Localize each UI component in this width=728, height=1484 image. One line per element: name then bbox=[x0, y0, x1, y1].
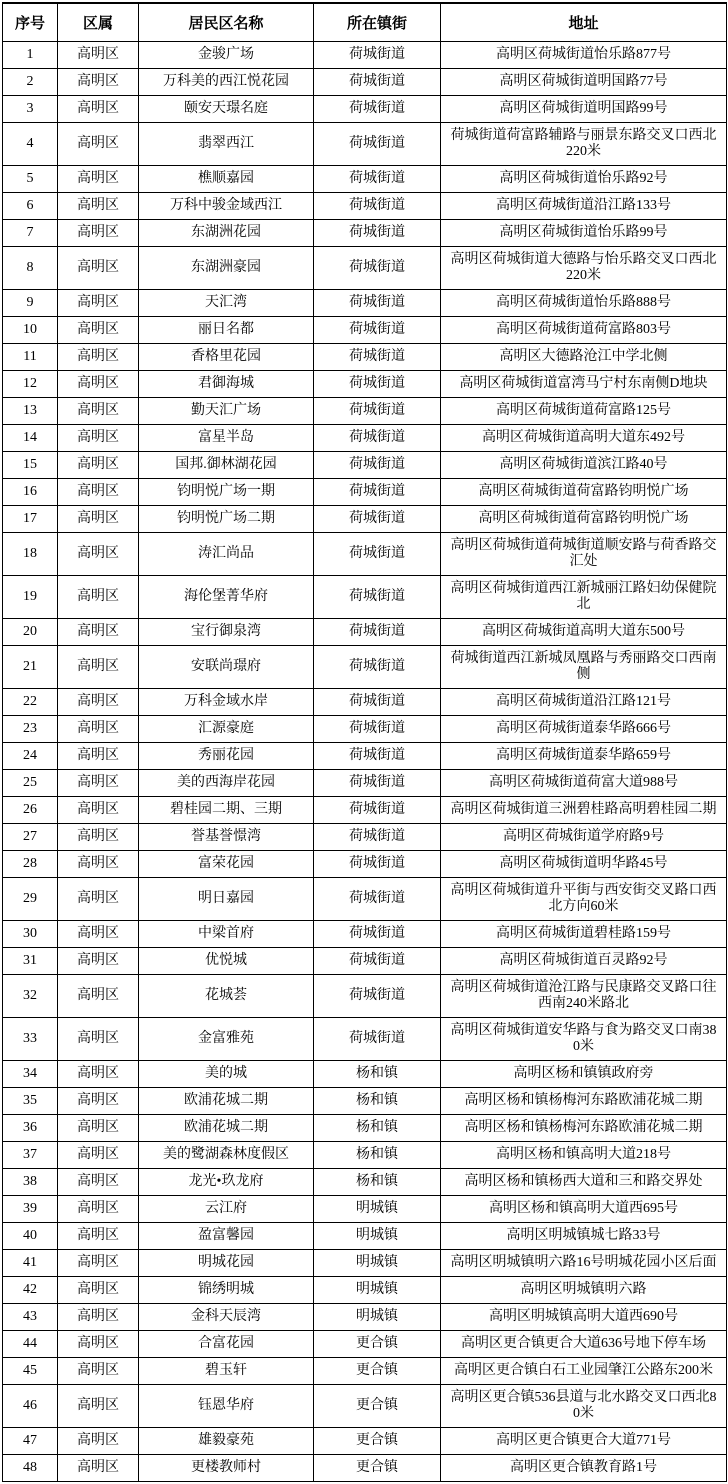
table-row bbox=[3, 506, 727, 533]
cell-address: 高明区荷城街道明华路45号 bbox=[441, 851, 727, 878]
cell-address: 高明区杨和镇杨梅河东路欧浦花城二期 bbox=[441, 1088, 727, 1115]
cell-district: 高明区 bbox=[58, 576, 139, 619]
cell-town-street: 杨和镇 bbox=[314, 1088, 441, 1115]
cell-serial-number: 14 bbox=[3, 425, 58, 452]
cell-residential-name: 富荣花园 bbox=[139, 851, 314, 878]
cell-town-street: 更合镇 bbox=[314, 1428, 441, 1455]
cell-district: 高明区 bbox=[58, 123, 139, 166]
cell-serial-number: 24 bbox=[3, 743, 58, 770]
cell-address: 高明区明城镇明六路 bbox=[441, 1277, 727, 1304]
cell-town-street: 荷城街道 bbox=[314, 921, 441, 948]
cell-town-street: 荷城街道 bbox=[314, 619, 441, 646]
cell-town-street: 荷城街道 bbox=[314, 344, 441, 371]
table-row bbox=[3, 716, 727, 743]
cell-serial-number: 46 bbox=[3, 1385, 58, 1428]
cell-district: 高明区 bbox=[58, 1358, 139, 1385]
table-row bbox=[3, 96, 727, 123]
cell-town-street: 荷城街道 bbox=[314, 247, 441, 290]
cell-town-street: 荷城街道 bbox=[314, 96, 441, 123]
table-row bbox=[3, 797, 727, 824]
cell-district: 高明区 bbox=[58, 948, 139, 975]
cell-residential-name: 雄毅豪苑 bbox=[139, 1428, 314, 1455]
cell-serial-number: 10 bbox=[3, 317, 58, 344]
cell-town-street: 荷城街道 bbox=[314, 317, 441, 344]
cell-address: 高明区荷城街道荷富路125号 bbox=[441, 398, 727, 425]
cell-address: 高明区荷城街道泰华路659号 bbox=[441, 743, 727, 770]
table-row bbox=[3, 1428, 727, 1455]
cell-town-street: 荷城街道 bbox=[314, 425, 441, 452]
cell-town-street: 荷城街道 bbox=[314, 166, 441, 193]
cell-serial-number: 43 bbox=[3, 1304, 58, 1331]
cell-address: 高明区荷城街道荷城街道顺安路与荷香路交汇处 bbox=[441, 533, 727, 576]
cell-address: 高明区荷城街道富湾马宁村东南侧D地块 bbox=[441, 371, 727, 398]
cell-residential-name: 欧浦花城二期 bbox=[139, 1088, 314, 1115]
cell-serial-number: 38 bbox=[3, 1169, 58, 1196]
cell-town-street: 更合镇 bbox=[314, 1455, 441, 1482]
residential-area-table bbox=[2, 2, 727, 1482]
cell-address: 高明区荷城街道怡乐路99号 bbox=[441, 220, 727, 247]
cell-residential-name: 翡翠西江 bbox=[139, 123, 314, 166]
cell-serial-number: 29 bbox=[3, 878, 58, 921]
cell-district: 高明区 bbox=[58, 220, 139, 247]
cell-serial-number: 7 bbox=[3, 220, 58, 247]
cell-serial-number: 48 bbox=[3, 1455, 58, 1482]
cell-district: 高明区 bbox=[58, 69, 139, 96]
cell-serial-number: 13 bbox=[3, 398, 58, 425]
cell-town-street: 荷城街道 bbox=[314, 479, 441, 506]
cell-serial-number: 40 bbox=[3, 1223, 58, 1250]
cell-district: 高明区 bbox=[58, 1250, 139, 1277]
cell-town-street: 杨和镇 bbox=[314, 1061, 441, 1088]
table-row bbox=[3, 452, 727, 479]
cell-residential-name: 明日嘉园 bbox=[139, 878, 314, 921]
table-body bbox=[3, 42, 727, 1482]
cell-district: 高明区 bbox=[58, 1428, 139, 1455]
cell-address: 高明区更合镇教育路1号 bbox=[441, 1455, 727, 1482]
cell-town-street: 荷城街道 bbox=[314, 1018, 441, 1061]
cell-residential-name: 樵顺嘉园 bbox=[139, 166, 314, 193]
cell-residential-name: 香格里花园 bbox=[139, 344, 314, 371]
cell-serial-number: 5 bbox=[3, 166, 58, 193]
cell-district: 高明区 bbox=[58, 1169, 139, 1196]
table-row bbox=[3, 398, 727, 425]
cell-serial-number: 4 bbox=[3, 123, 58, 166]
table-row bbox=[3, 1358, 727, 1385]
cell-residential-name: 涛汇尚品 bbox=[139, 533, 314, 576]
cell-residential-name: 君御海城 bbox=[139, 371, 314, 398]
table-row bbox=[3, 1061, 727, 1088]
cell-serial-number: 21 bbox=[3, 646, 58, 689]
cell-serial-number: 39 bbox=[3, 1196, 58, 1223]
cell-town-street: 荷城街道 bbox=[314, 770, 441, 797]
table-row bbox=[3, 290, 727, 317]
cell-district: 高明区 bbox=[58, 921, 139, 948]
cell-residential-name: 安联尚璟府 bbox=[139, 646, 314, 689]
cell-district: 高明区 bbox=[58, 371, 139, 398]
cell-town-street: 荷城街道 bbox=[314, 975, 441, 1018]
cell-town-street: 更合镇 bbox=[314, 1385, 441, 1428]
cell-address: 高明区荷城街道泰华路666号 bbox=[441, 716, 727, 743]
cell-residential-name: 明城花园 bbox=[139, 1250, 314, 1277]
header-name: 居民区名称 bbox=[139, 3, 314, 42]
header-address: 地址 bbox=[441, 3, 727, 42]
cell-district: 高明区 bbox=[58, 1455, 139, 1482]
cell-district: 高明区 bbox=[58, 1304, 139, 1331]
cell-residential-name: 金富雅苑 bbox=[139, 1018, 314, 1061]
cell-address: 高明区杨和镇高明大道西695号 bbox=[441, 1196, 727, 1223]
cell-address: 荷城街道荷富路辅路与丽景东路交叉口西北220米 bbox=[441, 123, 727, 166]
table-row bbox=[3, 824, 727, 851]
cell-address: 高明区更合镇更合大道771号 bbox=[441, 1428, 727, 1455]
table-row bbox=[3, 1169, 727, 1196]
cell-residential-name: 东湖洲花园 bbox=[139, 220, 314, 247]
cell-town-street: 荷城街道 bbox=[314, 646, 441, 689]
cell-district: 高明区 bbox=[58, 716, 139, 743]
cell-residential-name: 优悦城 bbox=[139, 948, 314, 975]
cell-town-street: 明城镇 bbox=[314, 1223, 441, 1250]
cell-residential-name: 宝行御泉湾 bbox=[139, 619, 314, 646]
cell-address: 高明区荷城街道学府路9号 bbox=[441, 824, 727, 851]
cell-town-street: 荷城街道 bbox=[314, 371, 441, 398]
table-row bbox=[3, 948, 727, 975]
cell-town-street: 荷城街道 bbox=[314, 193, 441, 220]
cell-serial-number: 19 bbox=[3, 576, 58, 619]
cell-serial-number: 12 bbox=[3, 371, 58, 398]
cell-address: 高明区荷城街道沧江路与民康路交叉路口往西南240米路北 bbox=[441, 975, 727, 1018]
cell-district: 高明区 bbox=[58, 398, 139, 425]
table-row bbox=[3, 1277, 727, 1304]
cell-town-street: 荷城街道 bbox=[314, 42, 441, 69]
cell-town-street: 杨和镇 bbox=[314, 1115, 441, 1142]
cell-residential-name: 颐安天璟名庭 bbox=[139, 96, 314, 123]
cell-residential-name: 万科中骏金域西江 bbox=[139, 193, 314, 220]
cell-serial-number: 34 bbox=[3, 1061, 58, 1088]
cell-residential-name: 钧明悦广场二期 bbox=[139, 506, 314, 533]
cell-address: 高明区荷城街道百灵路92号 bbox=[441, 948, 727, 975]
cell-district: 高明区 bbox=[58, 96, 139, 123]
table-row bbox=[3, 619, 727, 646]
cell-residential-name: 美的鹭湖森林度假区 bbox=[139, 1142, 314, 1169]
cell-district: 高明区 bbox=[58, 1088, 139, 1115]
cell-district: 高明区 bbox=[58, 689, 139, 716]
cell-serial-number: 42 bbox=[3, 1277, 58, 1304]
cell-serial-number: 9 bbox=[3, 290, 58, 317]
cell-district: 高明区 bbox=[58, 1385, 139, 1428]
cell-address: 荷城街道西江新城凤凰路与秀丽路交口西南侧 bbox=[441, 646, 727, 689]
cell-serial-number: 16 bbox=[3, 479, 58, 506]
cell-address: 高明区明城镇高明大道西690号 bbox=[441, 1304, 727, 1331]
table-row bbox=[3, 371, 727, 398]
cell-town-street: 荷城街道 bbox=[314, 851, 441, 878]
cell-serial-number: 22 bbox=[3, 689, 58, 716]
header-town: 所在镇街 bbox=[314, 3, 441, 42]
cell-town-street: 明城镇 bbox=[314, 1304, 441, 1331]
table-row bbox=[3, 220, 727, 247]
table-row bbox=[3, 123, 727, 166]
table-row bbox=[3, 1304, 727, 1331]
cell-residential-name: 万科美的西江悦花园 bbox=[139, 69, 314, 96]
table-row bbox=[3, 646, 727, 689]
table-row bbox=[3, 1331, 727, 1358]
table-row bbox=[3, 317, 727, 344]
table-row bbox=[3, 878, 727, 921]
table-row bbox=[3, 193, 727, 220]
cell-address: 高明区杨和镇杨西大道和三和路交界处 bbox=[441, 1169, 727, 1196]
cell-town-street: 更合镇 bbox=[314, 1331, 441, 1358]
table-row bbox=[3, 1115, 727, 1142]
cell-address: 高明区大德路沧江中学北侧 bbox=[441, 344, 727, 371]
cell-address: 高明区荷城街道怡乐路92号 bbox=[441, 166, 727, 193]
cell-district: 高明区 bbox=[58, 452, 139, 479]
cell-district: 高明区 bbox=[58, 344, 139, 371]
cell-residential-name: 汇源豪庭 bbox=[139, 716, 314, 743]
cell-district: 高明区 bbox=[58, 770, 139, 797]
cell-address: 高明区荷城街道滨江路40号 bbox=[441, 452, 727, 479]
cell-district: 高明区 bbox=[58, 743, 139, 770]
cell-address: 高明区荷城街道三洲碧桂路高明碧桂园二期 bbox=[441, 797, 727, 824]
cell-district: 高明区 bbox=[58, 824, 139, 851]
cell-town-street: 更合镇 bbox=[314, 1358, 441, 1385]
cell-address: 高明区荷城街道高明大道东492号 bbox=[441, 425, 727, 452]
cell-town-street: 荷城街道 bbox=[314, 69, 441, 96]
cell-residential-name: 金骏广场 bbox=[139, 42, 314, 69]
cell-residential-name: 碧玉轩 bbox=[139, 1358, 314, 1385]
cell-district: 高明区 bbox=[58, 193, 139, 220]
table-row bbox=[3, 479, 727, 506]
cell-serial-number: 8 bbox=[3, 247, 58, 290]
cell-residential-name: 龙光•玖龙府 bbox=[139, 1169, 314, 1196]
cell-serial-number: 18 bbox=[3, 533, 58, 576]
cell-district: 高明区 bbox=[58, 1196, 139, 1223]
cell-residential-name: 秀丽花园 bbox=[139, 743, 314, 770]
cell-district: 高明区 bbox=[58, 1223, 139, 1250]
cell-serial-number: 15 bbox=[3, 452, 58, 479]
table-row bbox=[3, 851, 727, 878]
cell-town-street: 荷城街道 bbox=[314, 743, 441, 770]
cell-residential-name: 誉基誉憬湾 bbox=[139, 824, 314, 851]
cell-district: 高明区 bbox=[58, 646, 139, 689]
table-row bbox=[3, 42, 727, 69]
cell-district: 高明区 bbox=[58, 851, 139, 878]
cell-address: 高明区荷城街道荷富路钧明悦广场 bbox=[441, 479, 727, 506]
cell-address: 高明区荷城街道碧桂路159号 bbox=[441, 921, 727, 948]
cell-district: 高明区 bbox=[58, 506, 139, 533]
cell-town-street: 杨和镇 bbox=[314, 1142, 441, 1169]
header-no: 序号 bbox=[3, 3, 58, 42]
cell-serial-number: 27 bbox=[3, 824, 58, 851]
cell-address: 高明区荷城街道明国路77号 bbox=[441, 69, 727, 96]
cell-district: 高明区 bbox=[58, 247, 139, 290]
table-row bbox=[3, 743, 727, 770]
table-row bbox=[3, 533, 727, 576]
cell-town-street: 荷城街道 bbox=[314, 824, 441, 851]
cell-address: 高明区荷城街道沿江路121号 bbox=[441, 689, 727, 716]
cell-residential-name: 丽日名都 bbox=[139, 317, 314, 344]
cell-residential-name: 中梁首府 bbox=[139, 921, 314, 948]
cell-residential-name: 国邦.御林湖花园 bbox=[139, 452, 314, 479]
cell-town-street: 荷城街道 bbox=[314, 220, 441, 247]
cell-town-street: 荷城街道 bbox=[314, 948, 441, 975]
table-row bbox=[3, 1250, 727, 1277]
cell-town-street: 荷城街道 bbox=[314, 290, 441, 317]
cell-serial-number: 6 bbox=[3, 193, 58, 220]
cell-address: 高明区杨和镇镇政府旁 bbox=[441, 1061, 727, 1088]
cell-district: 高明区 bbox=[58, 317, 139, 344]
table-row bbox=[3, 1385, 727, 1428]
cell-town-street: 荷城街道 bbox=[314, 797, 441, 824]
cell-address: 高明区荷城街道怡乐路888号 bbox=[441, 290, 727, 317]
cell-town-street: 荷城街道 bbox=[314, 123, 441, 166]
cell-address: 高明区荷城街道西江新城丽江路妇幼保健院北 bbox=[441, 576, 727, 619]
cell-residential-name: 花城荟 bbox=[139, 975, 314, 1018]
table-row bbox=[3, 166, 727, 193]
cell-address: 高明区荷城街道沿江路133号 bbox=[441, 193, 727, 220]
cell-serial-number: 36 bbox=[3, 1115, 58, 1142]
cell-district: 高明区 bbox=[58, 1115, 139, 1142]
cell-town-street: 荷城街道 bbox=[314, 878, 441, 921]
cell-district: 高明区 bbox=[58, 290, 139, 317]
cell-residential-name: 东湖洲豪园 bbox=[139, 247, 314, 290]
cell-residential-name: 锦绣明城 bbox=[139, 1277, 314, 1304]
table-row bbox=[3, 1196, 727, 1223]
cell-town-street: 荷城街道 bbox=[314, 506, 441, 533]
cell-district: 高明区 bbox=[58, 42, 139, 69]
cell-address: 高明区杨和镇杨梅河东路欧浦花城二期 bbox=[441, 1115, 727, 1142]
cell-serial-number: 17 bbox=[3, 506, 58, 533]
cell-serial-number: 11 bbox=[3, 344, 58, 371]
cell-serial-number: 32 bbox=[3, 975, 58, 1018]
cell-serial-number: 41 bbox=[3, 1250, 58, 1277]
cell-serial-number: 37 bbox=[3, 1142, 58, 1169]
cell-town-street: 荷城街道 bbox=[314, 452, 441, 479]
cell-district: 高明区 bbox=[58, 619, 139, 646]
cell-serial-number: 23 bbox=[3, 716, 58, 743]
cell-address: 高明区荷城街道怡乐路877号 bbox=[441, 42, 727, 69]
cell-serial-number: 2 bbox=[3, 69, 58, 96]
cell-district: 高明区 bbox=[58, 425, 139, 452]
cell-serial-number: 28 bbox=[3, 851, 58, 878]
cell-residential-name: 勤天汇广场 bbox=[139, 398, 314, 425]
cell-address: 高明区荷城街道安华路与食为路交叉口南380米 bbox=[441, 1018, 727, 1061]
cell-address: 高明区明城镇明六路16号明城花园小区后面 bbox=[441, 1250, 727, 1277]
cell-town-street: 荷城街道 bbox=[314, 398, 441, 425]
cell-address: 高明区荷城街道明国路99号 bbox=[441, 96, 727, 123]
table-row bbox=[3, 576, 727, 619]
cell-residential-name: 美的城 bbox=[139, 1061, 314, 1088]
table-row bbox=[3, 1142, 727, 1169]
cell-address: 高明区明城镇城七路33号 bbox=[441, 1223, 727, 1250]
cell-address: 高明区荷城街道大德路与怡乐路交叉口西北220米 bbox=[441, 247, 727, 290]
cell-address: 高明区荷城街道荷富大道988号 bbox=[441, 770, 727, 797]
cell-district: 高明区 bbox=[58, 797, 139, 824]
cell-serial-number: 35 bbox=[3, 1088, 58, 1115]
table-row bbox=[3, 1018, 727, 1061]
cell-serial-number: 47 bbox=[3, 1428, 58, 1455]
cell-town-street: 杨和镇 bbox=[314, 1169, 441, 1196]
cell-district: 高明区 bbox=[58, 479, 139, 506]
cell-serial-number: 44 bbox=[3, 1331, 58, 1358]
cell-address: 高明区更合镇更合大道636号地下停车场 bbox=[441, 1331, 727, 1358]
cell-residential-name: 万科金域水岸 bbox=[139, 689, 314, 716]
cell-address: 高明区更合镇536县道与北水路交叉口西北80米 bbox=[441, 1385, 727, 1428]
cell-residential-name: 盈富馨园 bbox=[139, 1223, 314, 1250]
table-row bbox=[3, 425, 727, 452]
cell-address: 高明区更合镇白石工业园肇江公路东200米 bbox=[441, 1358, 727, 1385]
cell-district: 高明区 bbox=[58, 1331, 139, 1358]
table-row bbox=[3, 689, 727, 716]
cell-town-street: 明城镇 bbox=[314, 1250, 441, 1277]
cell-serial-number: 25 bbox=[3, 770, 58, 797]
cell-town-street: 明城镇 bbox=[314, 1277, 441, 1304]
cell-serial-number: 33 bbox=[3, 1018, 58, 1061]
cell-residential-name: 钰恩华府 bbox=[139, 1385, 314, 1428]
cell-residential-name: 更楼教师村 bbox=[139, 1455, 314, 1482]
cell-residential-name: 云江府 bbox=[139, 1196, 314, 1223]
table-row bbox=[3, 69, 727, 96]
cell-residential-name: 美的西海岸花园 bbox=[139, 770, 314, 797]
cell-address: 高明区荷城街道荷富路钧明悦广场 bbox=[441, 506, 727, 533]
header-district: 区属 bbox=[58, 3, 139, 42]
cell-district: 高明区 bbox=[58, 878, 139, 921]
cell-serial-number: 3 bbox=[3, 96, 58, 123]
cell-serial-number: 26 bbox=[3, 797, 58, 824]
cell-town-street: 荷城街道 bbox=[314, 533, 441, 576]
cell-serial-number: 1 bbox=[3, 42, 58, 69]
cell-town-street: 荷城街道 bbox=[314, 716, 441, 743]
cell-residential-name: 天汇湾 bbox=[139, 290, 314, 317]
cell-residential-name: 钧明悦广场一期 bbox=[139, 479, 314, 506]
cell-serial-number: 45 bbox=[3, 1358, 58, 1385]
cell-residential-name: 合富花园 bbox=[139, 1331, 314, 1358]
cell-address: 高明区荷城街道荷富路803号 bbox=[441, 317, 727, 344]
cell-residential-name: 富星半岛 bbox=[139, 425, 314, 452]
cell-serial-number: 31 bbox=[3, 948, 58, 975]
cell-residential-name: 金科天辰湾 bbox=[139, 1304, 314, 1331]
table-row bbox=[3, 1088, 727, 1115]
cell-district: 高明区 bbox=[58, 1142, 139, 1169]
table-row bbox=[3, 975, 727, 1018]
cell-town-street: 荷城街道 bbox=[314, 689, 441, 716]
cell-residential-name: 碧桂园二期、三期 bbox=[139, 797, 314, 824]
cell-serial-number: 20 bbox=[3, 619, 58, 646]
header-row bbox=[3, 3, 727, 42]
cell-residential-name: 欧浦花城二期 bbox=[139, 1115, 314, 1142]
cell-town-street: 荷城街道 bbox=[314, 576, 441, 619]
cell-district: 高明区 bbox=[58, 166, 139, 193]
cell-district: 高明区 bbox=[58, 1061, 139, 1088]
cell-district: 高明区 bbox=[58, 533, 139, 576]
cell-address: 高明区杨和镇高明大道218号 bbox=[441, 1142, 727, 1169]
table-row bbox=[3, 1223, 727, 1250]
table-row bbox=[3, 1455, 727, 1482]
table-row bbox=[3, 344, 727, 371]
cell-town-street: 明城镇 bbox=[314, 1196, 441, 1223]
cell-residential-name: 海伦堡菁华府 bbox=[139, 576, 314, 619]
cell-district: 高明区 bbox=[58, 1018, 139, 1061]
cell-address: 高明区荷城街道升平街与西安街交叉路口西北方向60米 bbox=[441, 878, 727, 921]
cell-address: 高明区荷城街道高明大道东500号 bbox=[441, 619, 727, 646]
cell-serial-number: 30 bbox=[3, 921, 58, 948]
cell-district: 高明区 bbox=[58, 1277, 139, 1304]
cell-district: 高明区 bbox=[58, 975, 139, 1018]
table-row bbox=[3, 247, 727, 290]
table-row bbox=[3, 770, 727, 797]
table-row bbox=[3, 921, 727, 948]
